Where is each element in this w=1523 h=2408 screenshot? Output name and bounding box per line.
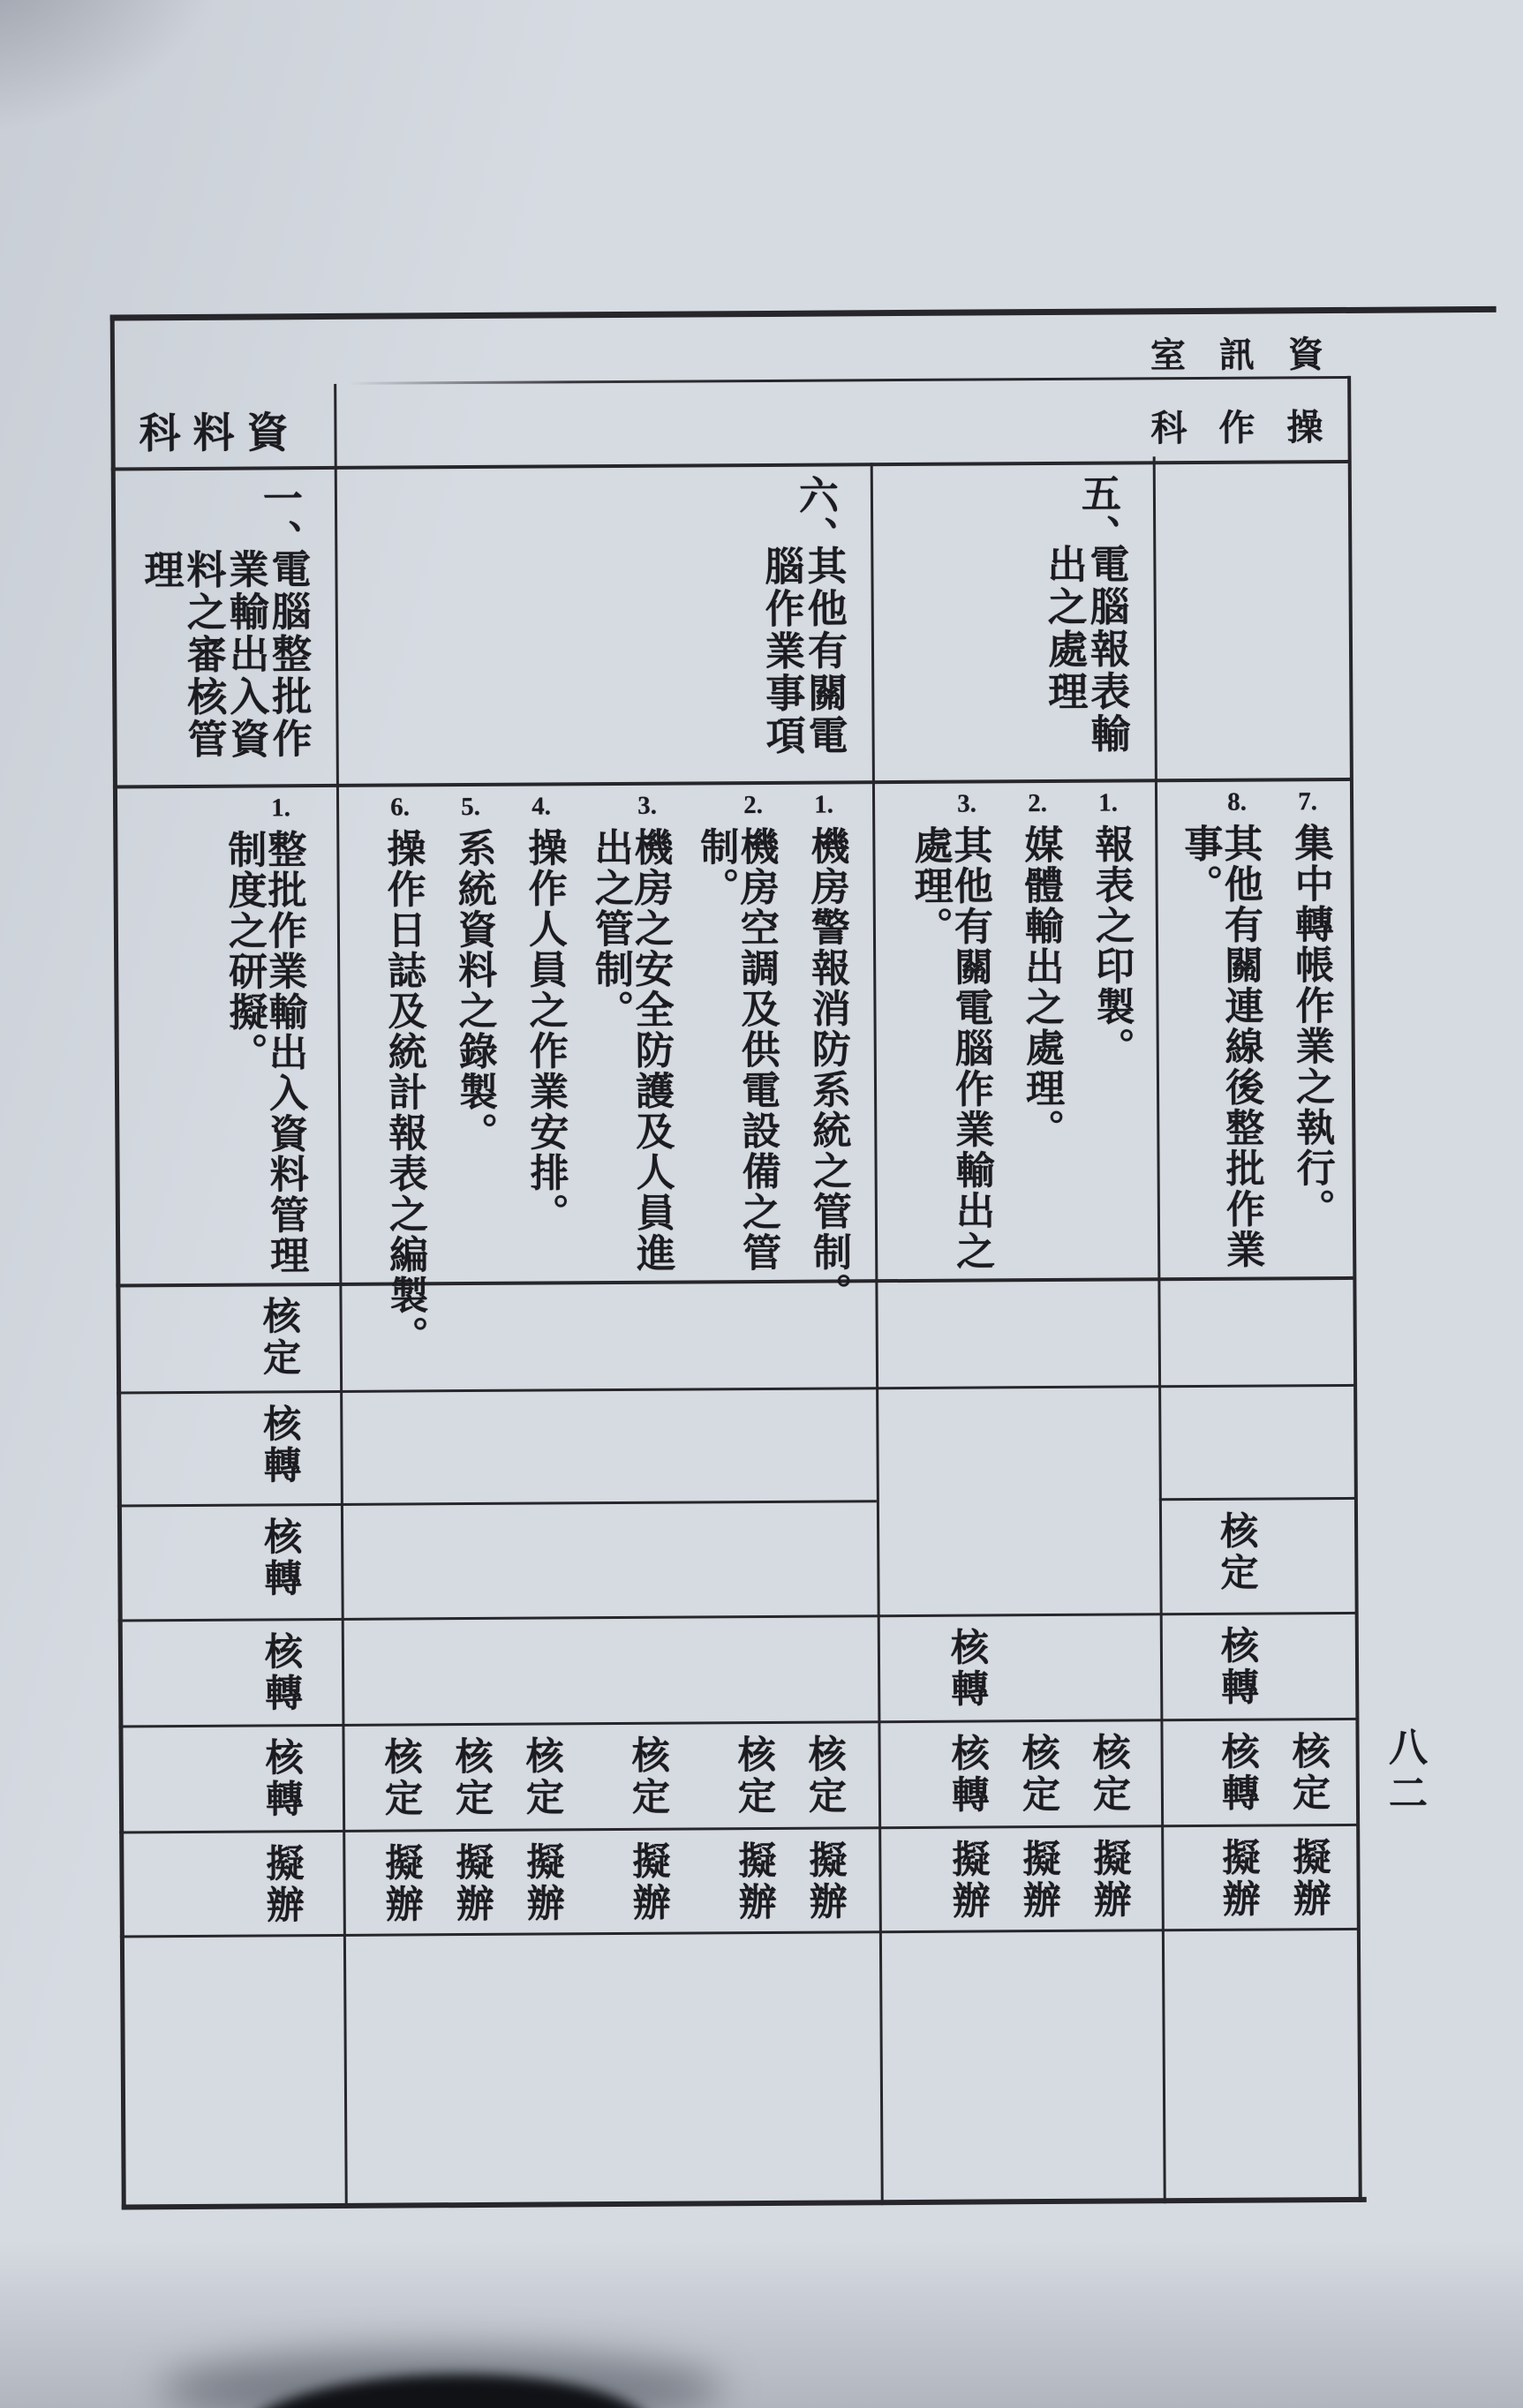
approval-entry: 核定 <box>1016 1732 1059 1817</box>
item-number: 4. <box>532 792 552 821</box>
item-number: 7. <box>1298 787 1318 816</box>
grid-line <box>113 778 1352 789</box>
office-header-label: 室訊資 <box>1150 334 1358 376</box>
approval-entry: 擬辦 <box>260 1843 303 1927</box>
grid-line <box>117 1500 877 1507</box>
item-number: 6. <box>390 793 411 822</box>
item-number: 1. <box>814 790 834 819</box>
item-text: 機房警報消防系統之管制。 <box>804 825 851 1313</box>
grid-line <box>120 1928 1359 1938</box>
group-heading-number: 五、 <box>1074 472 1120 556</box>
approval-entry: 擬辦 <box>1287 1837 1330 1921</box>
grid-line <box>110 306 1497 321</box>
grid-line <box>122 2197 1367 2210</box>
item-text: 系統資料之錄製。 <box>451 827 497 1154</box>
approval-entry: 核定 <box>626 1735 669 1818</box>
item-number: 1. <box>1098 788 1119 817</box>
item-text: 機房之安全防護及人員進出之管制。 <box>588 826 675 1274</box>
approval-entry: 核定 <box>1087 1732 1130 1816</box>
approval-entry: 擬辦 <box>1217 1837 1259 1921</box>
grid-line <box>1153 456 1166 2203</box>
duty-item <box>908 789 994 1272</box>
duty-item <box>1178 787 1264 1270</box>
grid-line <box>110 314 126 2209</box>
approval-entry: 核轉 <box>1215 1625 1258 1709</box>
approval-entry: 核轉 <box>258 1516 301 1600</box>
approval-entry: 核轉 <box>258 1403 300 1487</box>
approval-entry: 核定 <box>449 1735 493 1820</box>
item-text: 其他有關連線後整批作業事。 <box>1178 823 1264 1270</box>
item-number: 8. <box>1227 787 1248 816</box>
item-text: 操作人員之作業安排。 <box>522 827 569 1234</box>
grid-line <box>118 1718 1357 1728</box>
approval-entry: 核定 <box>803 1734 846 1817</box>
approval-entry: 核轉 <box>1216 1731 1259 1815</box>
item-number: 3. <box>637 791 658 820</box>
group-heading-number: 六、 <box>792 474 838 558</box>
approval-entry: 擬辦 <box>733 1840 775 1924</box>
grid-line <box>871 463 884 2205</box>
item-number: 5. <box>461 792 481 822</box>
item-number: 2. <box>1028 789 1048 818</box>
approval-entry: 核定 <box>257 1296 300 1380</box>
approval-entry: 核定 <box>1286 1731 1330 1815</box>
item-number: 2. <box>743 790 764 820</box>
item-text: 機房空調及供電設備之管制。 <box>694 825 780 1274</box>
approval-entry: 擬辦 <box>380 1842 422 1926</box>
item-text: 其他有關電腦作業輸出之處理。 <box>908 824 994 1272</box>
item-text: 集中轉帳作業之執行。 <box>1288 823 1335 1230</box>
approval-entry: 核轉 <box>946 1733 989 1817</box>
item-text: 操作日誌及統計報表之編製。 <box>381 828 427 1357</box>
approval-entry: 核定 <box>520 1735 563 1819</box>
approval-entry: 核轉 <box>259 1631 302 1715</box>
group-heading-number: 一、 <box>256 478 302 561</box>
item-number: 3. <box>957 789 977 818</box>
approval-entry: 擬辦 <box>450 1841 493 1926</box>
group-heading-text: 電腦報表輸出之處理 <box>1041 543 1129 756</box>
item-text: 報表之印製。 <box>1089 824 1134 1068</box>
duty-item <box>588 791 675 1274</box>
grid-line <box>111 460 1350 471</box>
group-heading-text: 其他有關電腦作業事項 <box>758 545 847 758</box>
approval-entry: 擬辦 <box>803 1840 846 1923</box>
grid-line <box>119 1824 1358 1834</box>
approval-entry: 核轉 <box>945 1627 988 1711</box>
approval-entry: 擬辦 <box>1017 1838 1059 1923</box>
grid-line <box>118 1612 1357 1622</box>
section-header-data: 科料資 <box>139 410 301 458</box>
approval-entry: 擬辦 <box>1088 1838 1130 1922</box>
grid-line <box>1159 1497 1356 1501</box>
duty-item <box>694 790 780 1274</box>
approval-entry: 核定 <box>1214 1510 1257 1594</box>
page-number: 八二 <box>1383 1727 1426 1818</box>
item-number: 1. <box>271 794 291 823</box>
approval-entry: 核定 <box>379 1736 422 1820</box>
item-text: 媒體輸出之處理。 <box>1018 824 1064 1150</box>
item-text: 整批作業輸出入資料管理制度之研擬。 <box>222 829 308 1276</box>
approval-entry: 擬辦 <box>521 1841 563 1925</box>
approval-entry: 核定 <box>732 1734 775 1818</box>
section-header-operations: 科作操 <box>1150 406 1355 449</box>
table-grid <box>0 0 1516 4</box>
grid-line <box>117 1384 1355 1395</box>
approval-entry: 核轉 <box>260 1737 303 1821</box>
group-heading-text: 電腦整批作業輸出入資料之審核管理 <box>138 548 311 762</box>
approval-entry: 擬辦 <box>627 1840 669 1924</box>
approval-entry: 擬辦 <box>946 1839 989 1923</box>
